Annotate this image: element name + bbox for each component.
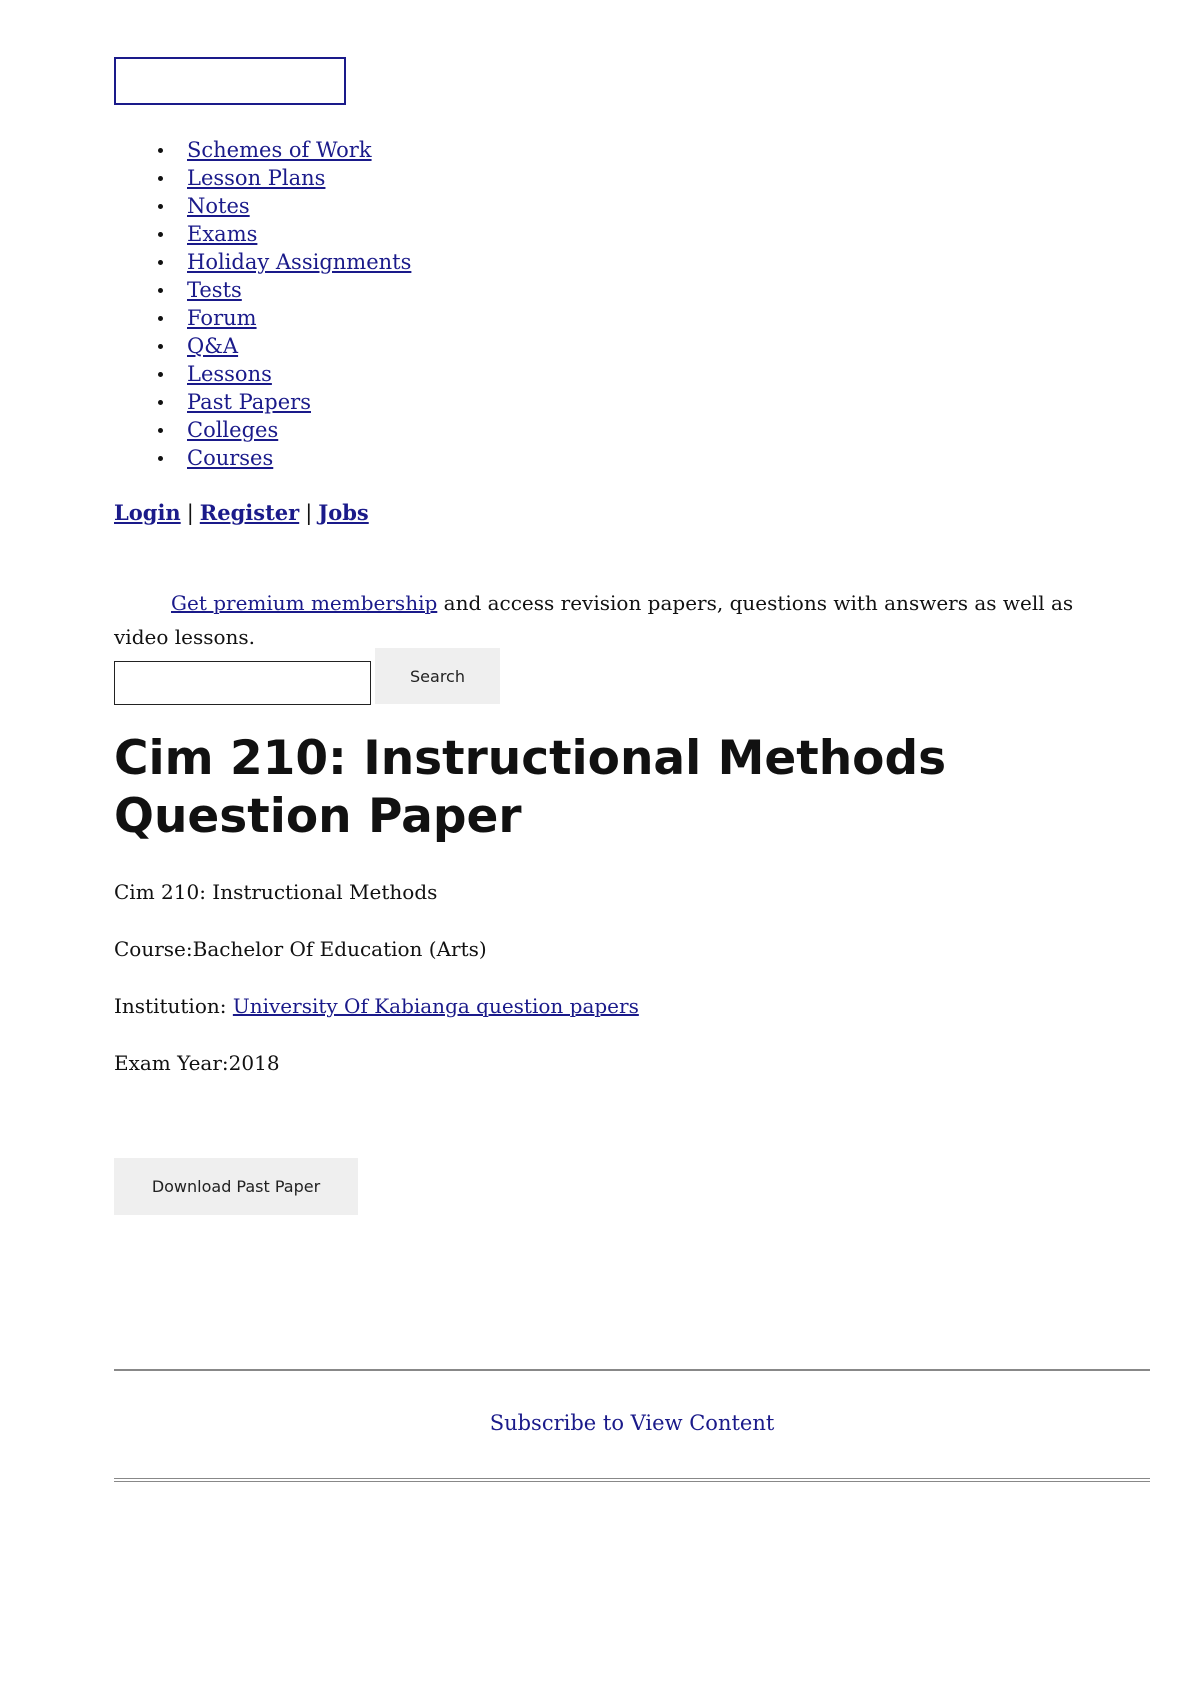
search-input[interactable] [114, 661, 371, 705]
jobs-link[interactable]: Jobs [318, 500, 369, 525]
nav-link-exams[interactable]: Exams [187, 222, 258, 246]
exam-year-value: 2018 [228, 1051, 280, 1075]
course-value: Bachelor Of Education (Arts) [192, 937, 487, 961]
paper-subtitle: Cim 210: Instructional Methods [114, 880, 438, 904]
nav-link-forum[interactable]: Forum [187, 306, 257, 330]
bullet-icon [158, 344, 163, 349]
auth-separator: | [186, 501, 194, 525]
search-button[interactable]: Search [375, 648, 500, 704]
promo-text: and access revision papers, questions with answers as well as video lessons. [114, 591, 1074, 649]
bullet-icon [158, 316, 163, 321]
premium-membership-link[interactable]: Get premium membership [171, 591, 438, 615]
premium-promo [114, 586, 1104, 654]
login-link[interactable]: Login [114, 500, 181, 525]
nav-link-holiday-assignments[interactable]: Holiday Assignments [187, 250, 412, 274]
bullet-icon [158, 428, 163, 433]
divider [114, 1478, 1150, 1482]
auth-links [114, 498, 369, 528]
nav-link-qa[interactable]: Q&A [187, 334, 239, 358]
nav-link-courses[interactable]: Courses [187, 446, 274, 470]
institution-line [114, 992, 639, 1020]
bullet-icon [158, 288, 163, 293]
auth-separator: | [305, 501, 313, 525]
divider [114, 1369, 1150, 1371]
nav-link-past-papers[interactable]: Past Papers [187, 390, 311, 414]
nav-link-tests[interactable]: Tests [187, 278, 242, 302]
nav-link-lesson-plans[interactable]: Lesson Plans [187, 166, 326, 190]
exam-year-label: Exam Year: [114, 1051, 229, 1075]
download-past-paper-button[interactable]: Download Past Paper [114, 1158, 358, 1215]
site-logo[interactable] [114, 57, 346, 105]
bullet-icon [158, 204, 163, 209]
bullet-icon [158, 176, 163, 181]
course-label: Course: [114, 937, 193, 961]
bullet-icon [158, 148, 163, 153]
register-link[interactable]: Register [199, 500, 300, 525]
exam-year-line [114, 1049, 280, 1077]
institution-link[interactable]: University Of Kabianga question papers [232, 994, 639, 1018]
nav-link-lessons[interactable]: Lessons [187, 362, 272, 386]
subscribe-to-view-content[interactable]: Subscribe to View Content [489, 1411, 775, 1435]
institution-label: Institution: [114, 994, 233, 1018]
course-line [114, 935, 487, 963]
nav-link-schemes-of-work[interactable]: Schemes of Work [187, 138, 372, 162]
bullet-icon [158, 372, 163, 377]
bullet-icon [158, 400, 163, 405]
page-title: Cim 210: Instructional Methods Question Paper [114, 731, 947, 844]
bullet-icon [158, 260, 163, 265]
bullet-icon [158, 456, 163, 461]
nav-link-colleges[interactable]: Colleges [187, 418, 279, 442]
bullet-icon [158, 232, 163, 237]
nav-link-notes[interactable]: Notes [187, 194, 250, 218]
